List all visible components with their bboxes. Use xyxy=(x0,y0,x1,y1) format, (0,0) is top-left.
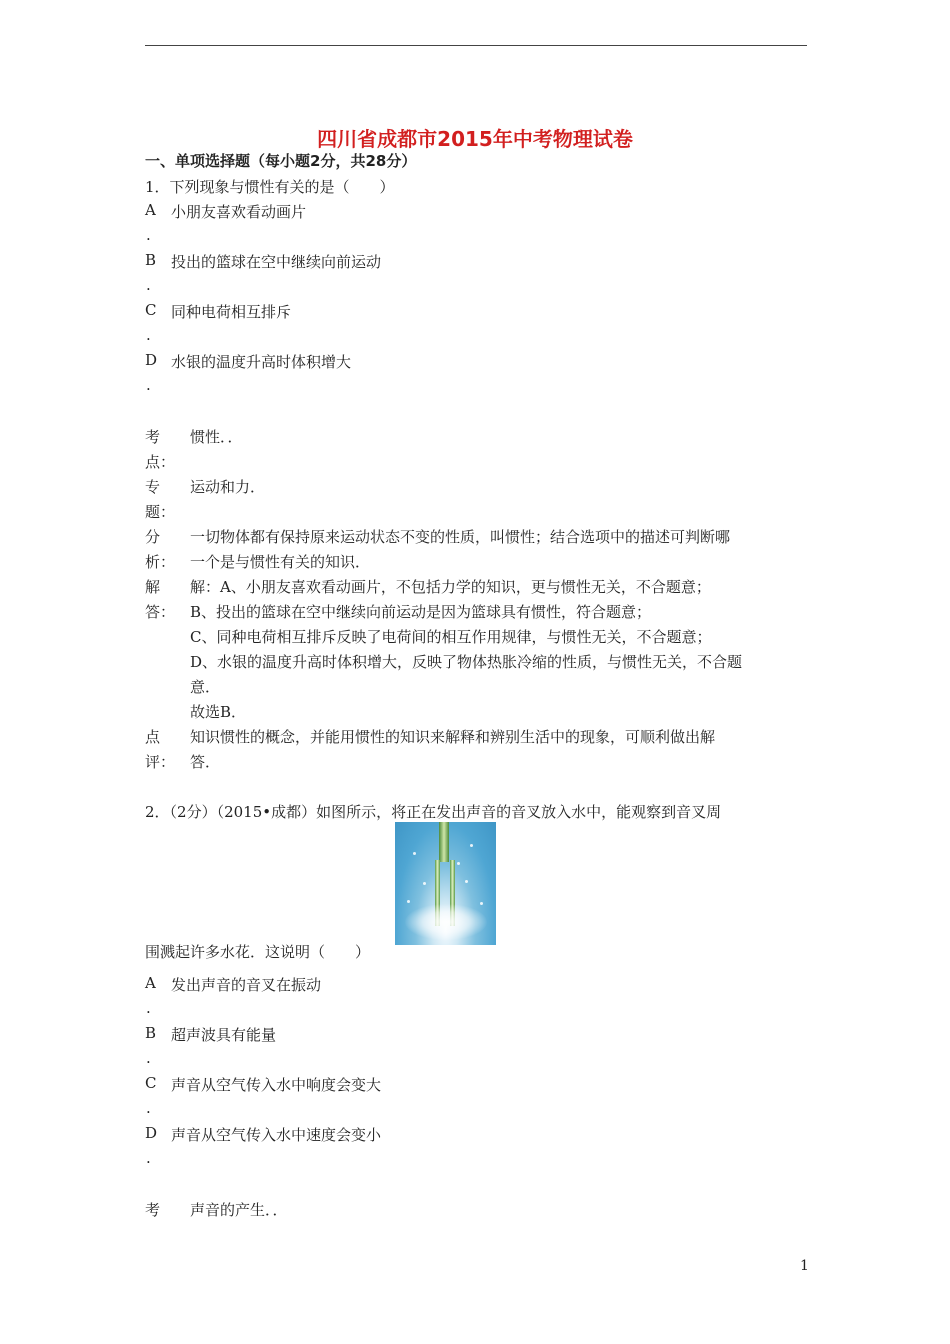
q1-option-d-text: 水银的温度升高时体积增大 xyxy=(171,353,352,371)
q2-option-a-dot: . xyxy=(146,999,151,1017)
q1-jieda-label-2: 答： xyxy=(145,603,176,621)
q1-jieda-label-1: 解 xyxy=(145,578,161,596)
q1-jieda-line-6: 故选B． xyxy=(190,703,247,721)
q1-zhuanti-label-2: 题： xyxy=(145,503,176,521)
question-1-stem: 1．下列现象与惯性有关的是（ ） xyxy=(145,178,395,196)
q1-dianping-line-2: 答． xyxy=(190,753,221,771)
question-2-stem-line-2: 围溅起许多水花．这说明（ ） xyxy=(145,943,371,961)
q1-fenxi-label-1: 分 xyxy=(145,528,161,546)
q1-option-a-dot: . xyxy=(146,226,151,244)
q2-option-c-text: 声音从空气传入水中响度会变大 xyxy=(171,1076,382,1094)
q2-option-b-text: 超声波具有能量 xyxy=(171,1026,277,1044)
water-droplet xyxy=(407,900,410,903)
q1-option-b-letter: B xyxy=(145,251,157,269)
q2-option-d-dot: . xyxy=(146,1149,151,1167)
tuning-fork-in-water-image xyxy=(395,822,496,945)
water-splash xyxy=(405,904,487,940)
q2-option-c-dot: . xyxy=(146,1099,151,1117)
q2-option-a-text: 发出声音的音叉在振动 xyxy=(171,976,322,994)
q2-option-b-letter: B xyxy=(145,1024,157,1042)
section-heading: 一、单项选择题（每小题2分，共28分） xyxy=(145,152,417,170)
header-rule xyxy=(145,45,807,46)
q1-fenxi-line-2: 一个是与惯性有关的知识． xyxy=(190,553,371,571)
q1-option-d-letter: D xyxy=(145,351,158,369)
page-number: 1 xyxy=(800,1258,809,1274)
q2-kaodian-label: 考 xyxy=(145,1201,161,1219)
q2-option-d-letter: D xyxy=(145,1124,158,1142)
q1-fenxi-line-1: 一切物体都有保持原来运动状态不变的性质，叫惯性；结合选项中的描述可判断哪 xyxy=(190,528,731,546)
q2-option-c-letter: C xyxy=(145,1074,157,1092)
q1-kaodian: 惯性．． xyxy=(190,428,243,446)
q2-option-a-letter: A xyxy=(145,974,156,992)
water-droplet xyxy=(413,852,416,855)
q1-zhuanti: 运动和力． xyxy=(190,478,266,496)
q2-kaodian: 声音的产生．． xyxy=(190,1201,288,1219)
q1-dianping-label-2: 评： xyxy=(145,753,176,771)
q1-kaodian-label-2: 点： xyxy=(145,453,176,471)
q1-option-c-dot: . xyxy=(146,326,151,344)
q1-option-a-text: 小朋友喜欢看动画片 xyxy=(171,203,307,221)
water-droplet xyxy=(457,862,460,865)
water-droplet xyxy=(470,844,473,847)
q1-option-a-letter: A xyxy=(145,201,156,219)
q1-dianping-label-1: 点 xyxy=(145,728,161,746)
q1-option-c-text: 同种电荷相互排斥 xyxy=(171,303,292,321)
question-2-stem-line-1: 2．（2分）（2015•成都）如图所示，将正在发出声音的音叉放入水中，能观察到音叉周 xyxy=(145,803,722,821)
q2-option-b-dot: . xyxy=(146,1049,151,1067)
q1-jieda-line-5: 意． xyxy=(190,678,221,696)
q1-option-c-letter: C xyxy=(145,301,157,319)
q1-jieda-line-3: C、同种电荷相互排斥反映了电荷间的相互作用规律，与惯性无关，不合题意； xyxy=(190,628,712,646)
q1-jieda-line-4: D、水银的温度升高时体积增大，反映了物体热胀冷缩的性质，与惯性无关，不合题 xyxy=(190,653,743,671)
q1-kaodian-label-1: 考 xyxy=(145,428,161,446)
q1-option-d-dot: . xyxy=(146,376,151,394)
water-droplet xyxy=(480,902,483,905)
q2-option-d-text: 声音从空气传入水中速度会变小 xyxy=(171,1126,382,1144)
q1-option-b-text: 投出的篮球在空中继续向前运动 xyxy=(171,253,382,271)
q1-jieda-line-1: 解：A、小朋友喜欢看动画片，不包括力学的知识，更与惯性无关，不合题意； xyxy=(190,578,711,596)
q1-option-b-dot: . xyxy=(146,276,151,294)
q1-jieda-line-2: B、投出的篮球在空中继续向前运动是因为篮球具有惯性，符合题意； xyxy=(190,603,652,621)
q1-dianping-line-1: 知识惯性的概念，并能用惯性的知识来解释和辨别生活中的现象，可顺利做出解 xyxy=(190,728,716,746)
tuning-fork-handle xyxy=(439,822,449,862)
water-droplet xyxy=(465,880,468,883)
q1-zhuanti-label-1: 专 xyxy=(145,478,161,496)
page-title: 四川省成都市2015年中考物理试卷 xyxy=(317,127,633,151)
q1-fenxi-label-2: 析： xyxy=(145,553,176,571)
water-droplet xyxy=(423,882,426,885)
